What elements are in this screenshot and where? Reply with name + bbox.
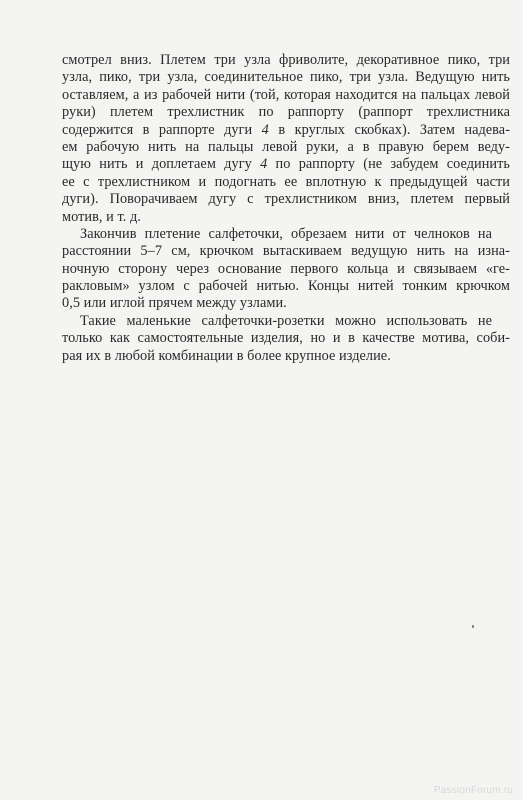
text-line: руки) плетем трехлистник по раппорту (раппорт трехлистника [62, 104, 510, 121]
text-line: смотрел вниз. Плетем три узла фриволите, декоративное пико, три [62, 52, 510, 68]
paragraph-2 [62, 226, 510, 313]
text-line: Закончив плетение салфеточки, обрезаем нити от челноков на [80, 225, 492, 242]
text-line: оставляем, а из рабочей нити (той, которая находится на пальцах левой [62, 86, 510, 103]
print-speck [472, 625, 474, 628]
text-line: расстоянии 5–7 см, крючком вытаскиваем ведущую нить на изна- [62, 243, 510, 260]
text-line: 0,5 или иглой прячем между узлами. [62, 295, 287, 312]
text-line: рая их в любой комбинации в более крупное изделие. [62, 347, 391, 364]
body-text [62, 52, 510, 365]
watermark: PassionForum.ru [433, 785, 513, 796]
text-line: дуги). Поворачиваем дугу с трехлистником вниз, плетем первый [62, 191, 510, 208]
text-line: мотив, и т. д. [62, 208, 141, 225]
text-line: ем рабочую нить на пальцы левой руки, а в правую берем веду- [62, 138, 510, 155]
text-line: содержится в раппорте дуги 4 в круглых скобках). Затем надева- [62, 121, 510, 138]
text-line: щую нить и доплетаем дугу 4 по раппорту (не забудем соединить [62, 156, 510, 173]
text-line: только как самостоятельные изделия, но и в качестве мотива, соби- [62, 330, 510, 347]
paragraph-3 [62, 313, 510, 365]
text-line: ночную сторону через основание первого кольца и связываем «ге- [62, 260, 510, 277]
text-line: Такие маленькие салфеточки-розетки можно использовать не [80, 312, 492, 329]
text-line: узла, пико, три узла, соединительное пико, три узла. Ведущую нить [62, 69, 510, 86]
text-line: ракловым» узлом с рабочей нитью. Концы нитей тонким крючком [62, 278, 510, 295]
text-line: ее с трехлистником и подогнать ее вплотную к предыдущей части [62, 173, 510, 190]
paragraph-1 [62, 52, 510, 226]
